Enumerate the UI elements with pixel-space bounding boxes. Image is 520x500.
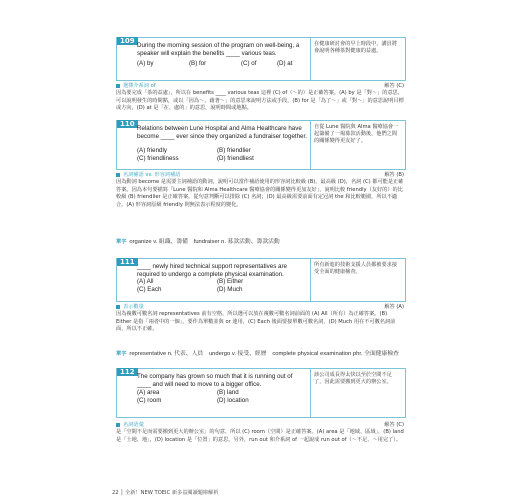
option-a: (A) friendly bbox=[137, 147, 167, 154]
answer: 解答 (C) bbox=[384, 83, 404, 89]
option-b: (B) friendlier bbox=[217, 147, 251, 154]
answer: 解答 (C) bbox=[384, 422, 404, 428]
explanation: 因為要完成「茶的益處」，所以在 benefits ____ various teas 這裡 (C) of（〜的）是正確答案。(A) by 是「對〜」的意思，可以說明發生的時間點，或以「因為〜，藉著〜」的意思來說明方法或手段。(B) for 是「為了〜」或「對〜」的意思說明目標或方向，(D) at 是「在、處的」的意思，說明時間或地點。 bbox=[116, 90, 404, 112]
question-number: 110 bbox=[117, 120, 138, 128]
option-a: (A) area bbox=[137, 389, 160, 396]
label-text: 名詞語彙 bbox=[123, 422, 144, 428]
option-d: (D) friendliest bbox=[217, 154, 254, 162]
option-b: (B) for bbox=[189, 60, 207, 67]
vocabulary-line bbox=[116, 351, 404, 358]
option-d: (D) at bbox=[277, 60, 293, 67]
question-box-111 bbox=[116, 258, 406, 302]
label-square-icon bbox=[116, 173, 120, 177]
option-a: (A) All bbox=[137, 278, 154, 285]
label-square-icon bbox=[116, 305, 120, 309]
vocab-text: organize v. 組織、籌備 fundraiser n. 募款活動、籌款活動 bbox=[129, 239, 280, 245]
option-a: (A) by bbox=[137, 60, 154, 67]
section-label bbox=[116, 303, 404, 311]
question-box-112 bbox=[116, 368, 406, 418]
explanation: 因為動詞 become 是需要主詞補語的動詞，說明可以當作補語使用的形容詞比較級 (B)，最高級 (D)，名詞 (C) 都可能是正確答案。因為本句要描寫「Lune 醫院和 Alma Healthcare 醫療協會的關係變得更加友好」，說明比較 friendly（友好的）的比較級 (B) friendlier 是正確答案。從句意判斷可以排除 (C) 名詞；(D) 最高級需要前面有定冠詞 the 和比較範圍，所以不適合。(A) 形容詞原級 friendly 則無法表示程度的變化。 bbox=[116, 179, 404, 208]
vocab-key: 單字 bbox=[116, 351, 127, 357]
answer: 解答 (B) bbox=[384, 172, 404, 178]
section-label bbox=[116, 82, 404, 90]
translation: 該公司成長得太快以至於空間不足了，因此需要搬到更大的辦公室。 bbox=[310, 369, 405, 417]
question-stem: Relations between Lune Hospital and Alma Healthcare have become ____ ever since they organized a fundraiser together. bbox=[137, 125, 307, 140]
question-number: 109 bbox=[117, 37, 138, 45]
label-square-icon bbox=[116, 423, 120, 427]
translation: 自從 Lune 醫院與 Alma 醫療協會一起籌備了一場募款活動後，他們之間的關係變得更友好了。 bbox=[310, 121, 405, 169]
option-c: (C) of bbox=[241, 60, 257, 67]
option-c: (C) Each bbox=[137, 285, 162, 293]
answer: 解答 (A) bbox=[384, 304, 404, 310]
question-number: 112 bbox=[117, 368, 138, 376]
option-c: (C) room bbox=[137, 396, 162, 404]
question-box-110 bbox=[116, 120, 406, 170]
page-footer: 22 │ 全新！NEW TOEIC 新多益閱讀題庫解析 bbox=[112, 490, 219, 496]
question-box-109 bbox=[116, 37, 406, 81]
label-text: 表示數量 bbox=[123, 304, 144, 310]
question-stem: The company has grown so much that it is running out of ____ and will need to move to a bigger office. bbox=[137, 373, 293, 388]
vocab-text: representative n. 代表、人員 undergo v. 接受、經歷 complete physical examination phr. 全面健康檢查 bbox=[129, 351, 399, 357]
option-d: (D) Much bbox=[217, 285, 243, 293]
vocab-key: 單字 bbox=[116, 239, 127, 245]
option-b: (B) Either bbox=[217, 278, 244, 285]
options bbox=[137, 278, 312, 293]
label-square-icon bbox=[116, 84, 120, 88]
question-number: 111 bbox=[117, 258, 138, 266]
option-c: (C) friendliness bbox=[137, 154, 179, 162]
options bbox=[137, 147, 312, 162]
question-stem: ____ newly hired technical support representatives are required to undergo a complete physical examination. bbox=[137, 263, 287, 278]
question-stem: During the morning session of the program on well-being, a speaker will explain the benefits ____ various teas. bbox=[137, 42, 300, 57]
translation: 在健康研討會的早上時段中，講員將會說明各種茶對健康的益處。 bbox=[310, 38, 405, 80]
label-text: 名詞補語 vs. 形容詞補語 bbox=[123, 172, 181, 178]
option-d: (D) location bbox=[217, 396, 249, 404]
option-b: (B) land bbox=[217, 389, 239, 396]
options bbox=[137, 60, 312, 68]
options bbox=[137, 389, 312, 404]
section-label bbox=[116, 171, 404, 179]
explanation: 是「空間不足而需要搬到更大的辦公室」的句意，所以 (C) room（空間）是正確答案。(A) area 是「地域、區域」，(B) land 是「土地、地」，(D) location 是「位置」的意思。另外，run out 和介系詞 of 一起說成 run out of（〜不足、〜用完了）。 bbox=[116, 429, 404, 443]
explanation: 因為複數可數名詞 representatives 前有空格，所以選可以放在複數可數名詞前面的 (A) All（所有）為正確答案。(B) Either 是指「兩者中的一個」，要作為單數並與 or 連用，(C) Each 後面要接單數可數名詞，(D) Much 用在不可數名詞前面，所以不正確。 bbox=[116, 311, 396, 333]
vocabulary-line bbox=[116, 239, 404, 246]
section-label bbox=[116, 421, 404, 429]
label-text: 選擇介系詞 of bbox=[123, 83, 156, 89]
translation: 所有新進的技術支援人員都被要求接受全面的健康檢查。 bbox=[310, 259, 405, 301]
